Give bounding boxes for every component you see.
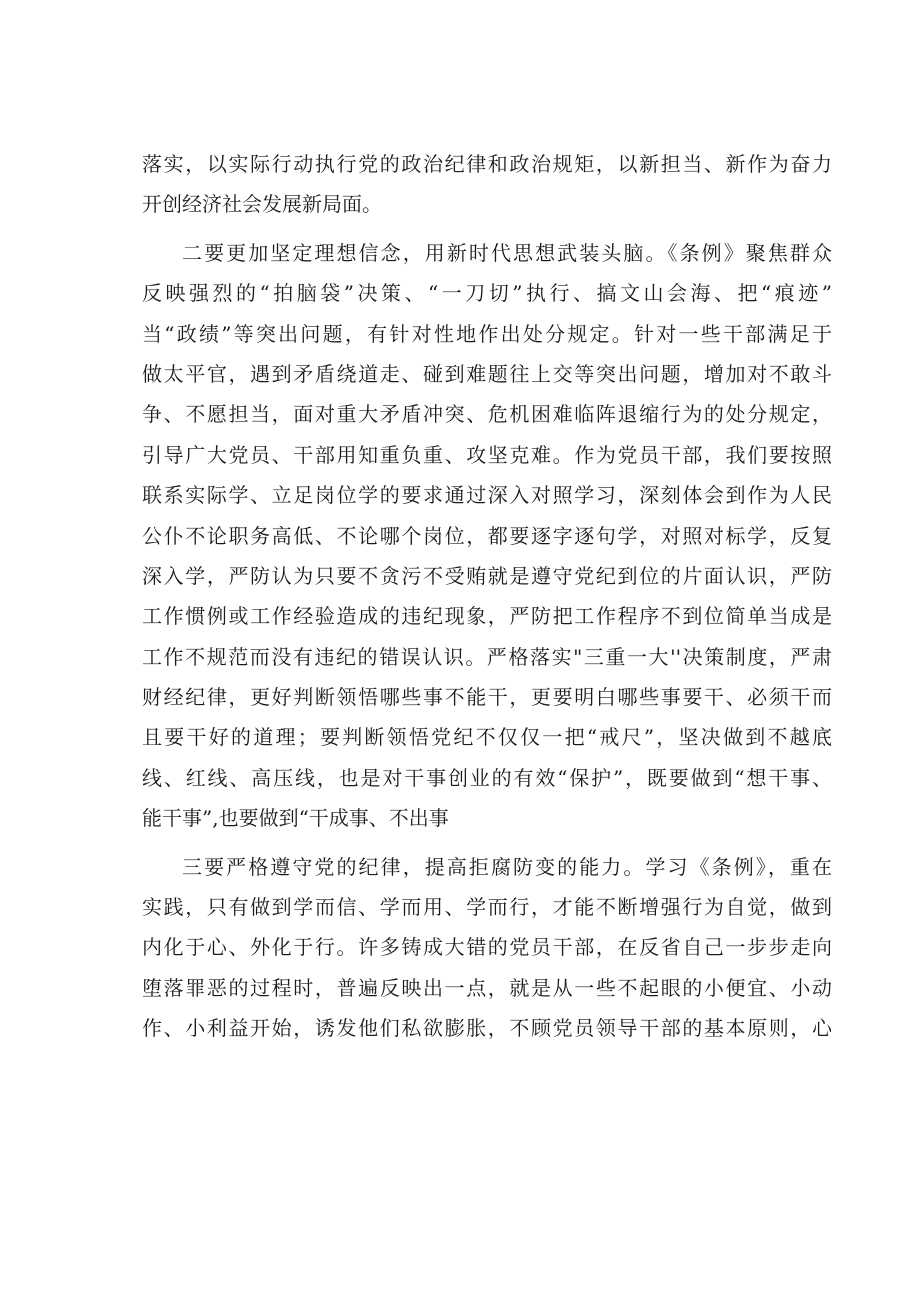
body-text <box>142 144 832 1049</box>
text-line: 线、红线、高压线，也是对干事创业的有效“保护”，既要做到“想干事、 <box>142 765 832 790</box>
text-line: 财经纪律，更好判断领悟哪些事不能干，更要明白哪些事要干、必须干而 <box>142 685 832 710</box>
paragraph-continued <box>142 144 832 225</box>
text-line: 二要更加坚定理想信念，用新时代思想武装头脑。《条例》聚焦群众 <box>182 240 832 265</box>
text-line: 落实，以实际行动执行党的政治纪律和政治规矩，以新担当、新作为奋力 <box>142 152 832 176</box>
text-line: 且要干好的道理；要判断领悟党纪不仅仅一把“戒尺”，坚决做到不越底 <box>142 725 832 750</box>
text-line: 公仆不论职务高低、不论哪个岗位，都要逐字逐句学，对照对标学，反复 <box>142 523 832 548</box>
text-line: 开创经济社会发展新局面。 <box>142 192 382 217</box>
text-line: 工作不规范而没有违纪的错误认识。严格落实"三重一大''决策制度，严肃 <box>142 644 832 669</box>
text-line: 能干事”,也要做到“干成事、不出事 <box>142 806 449 831</box>
paragraph-two <box>142 233 832 839</box>
text-line: 深入学，严防认为只要不贪污不受贿就是遵守党纪到位的片面认识，严防 <box>142 563 832 588</box>
text-line: 工作惯例或工作经验造成的违纪现象，严防把工作程序不到位简单当成是 <box>142 604 832 629</box>
text-line: 做太平官，遇到矛盾绕道走、碰到难题往上交等突出问题，增加对不敢斗 <box>142 361 832 386</box>
text-line: 联系实际学、立足岗位学的要求通过深入对照学习，深刻体会到作为人民 <box>142 483 832 508</box>
text-line: 引导广大党员、干部用知重负重、攻坚克难。作为党员干部，我们要按照 <box>142 442 832 467</box>
text-line: 作、小利益开始，诱发他们私欲膨胀，不顾党员领导干部的基本原则，心 <box>142 1016 832 1041</box>
text-line: 实践，只有做到学而信、学而用、学而行，才能不断增强行为自觉，做到 <box>142 895 832 920</box>
paragraph-three <box>142 847 832 1049</box>
text-line: 争、不愿担当，面对重大矛盾冲突、危机困难临阵退缩行为的处分规定， <box>142 402 832 427</box>
text-line: 当“政绩”等突出问题，有针对性地作出处分规定。针对一些干部满足于 <box>142 321 832 346</box>
text-line: 堕落罪恶的过程时，普遍反映出一点，就是从一些不起眼的小便宜、小动 <box>142 975 832 1000</box>
text-line: 三要严格遵守党的纪律，提高拒腐防变的能力。学习《条例》，重在 <box>182 854 832 879</box>
text-line: 反映强烈的“拍脑袋”决策、“一刀切”执行、搞文山会海、把“痕迹” <box>142 281 832 306</box>
text-line: 内化于心、外化于行。许多铸成大错的党员干部，在反省自己一步步走向 <box>142 935 832 960</box>
